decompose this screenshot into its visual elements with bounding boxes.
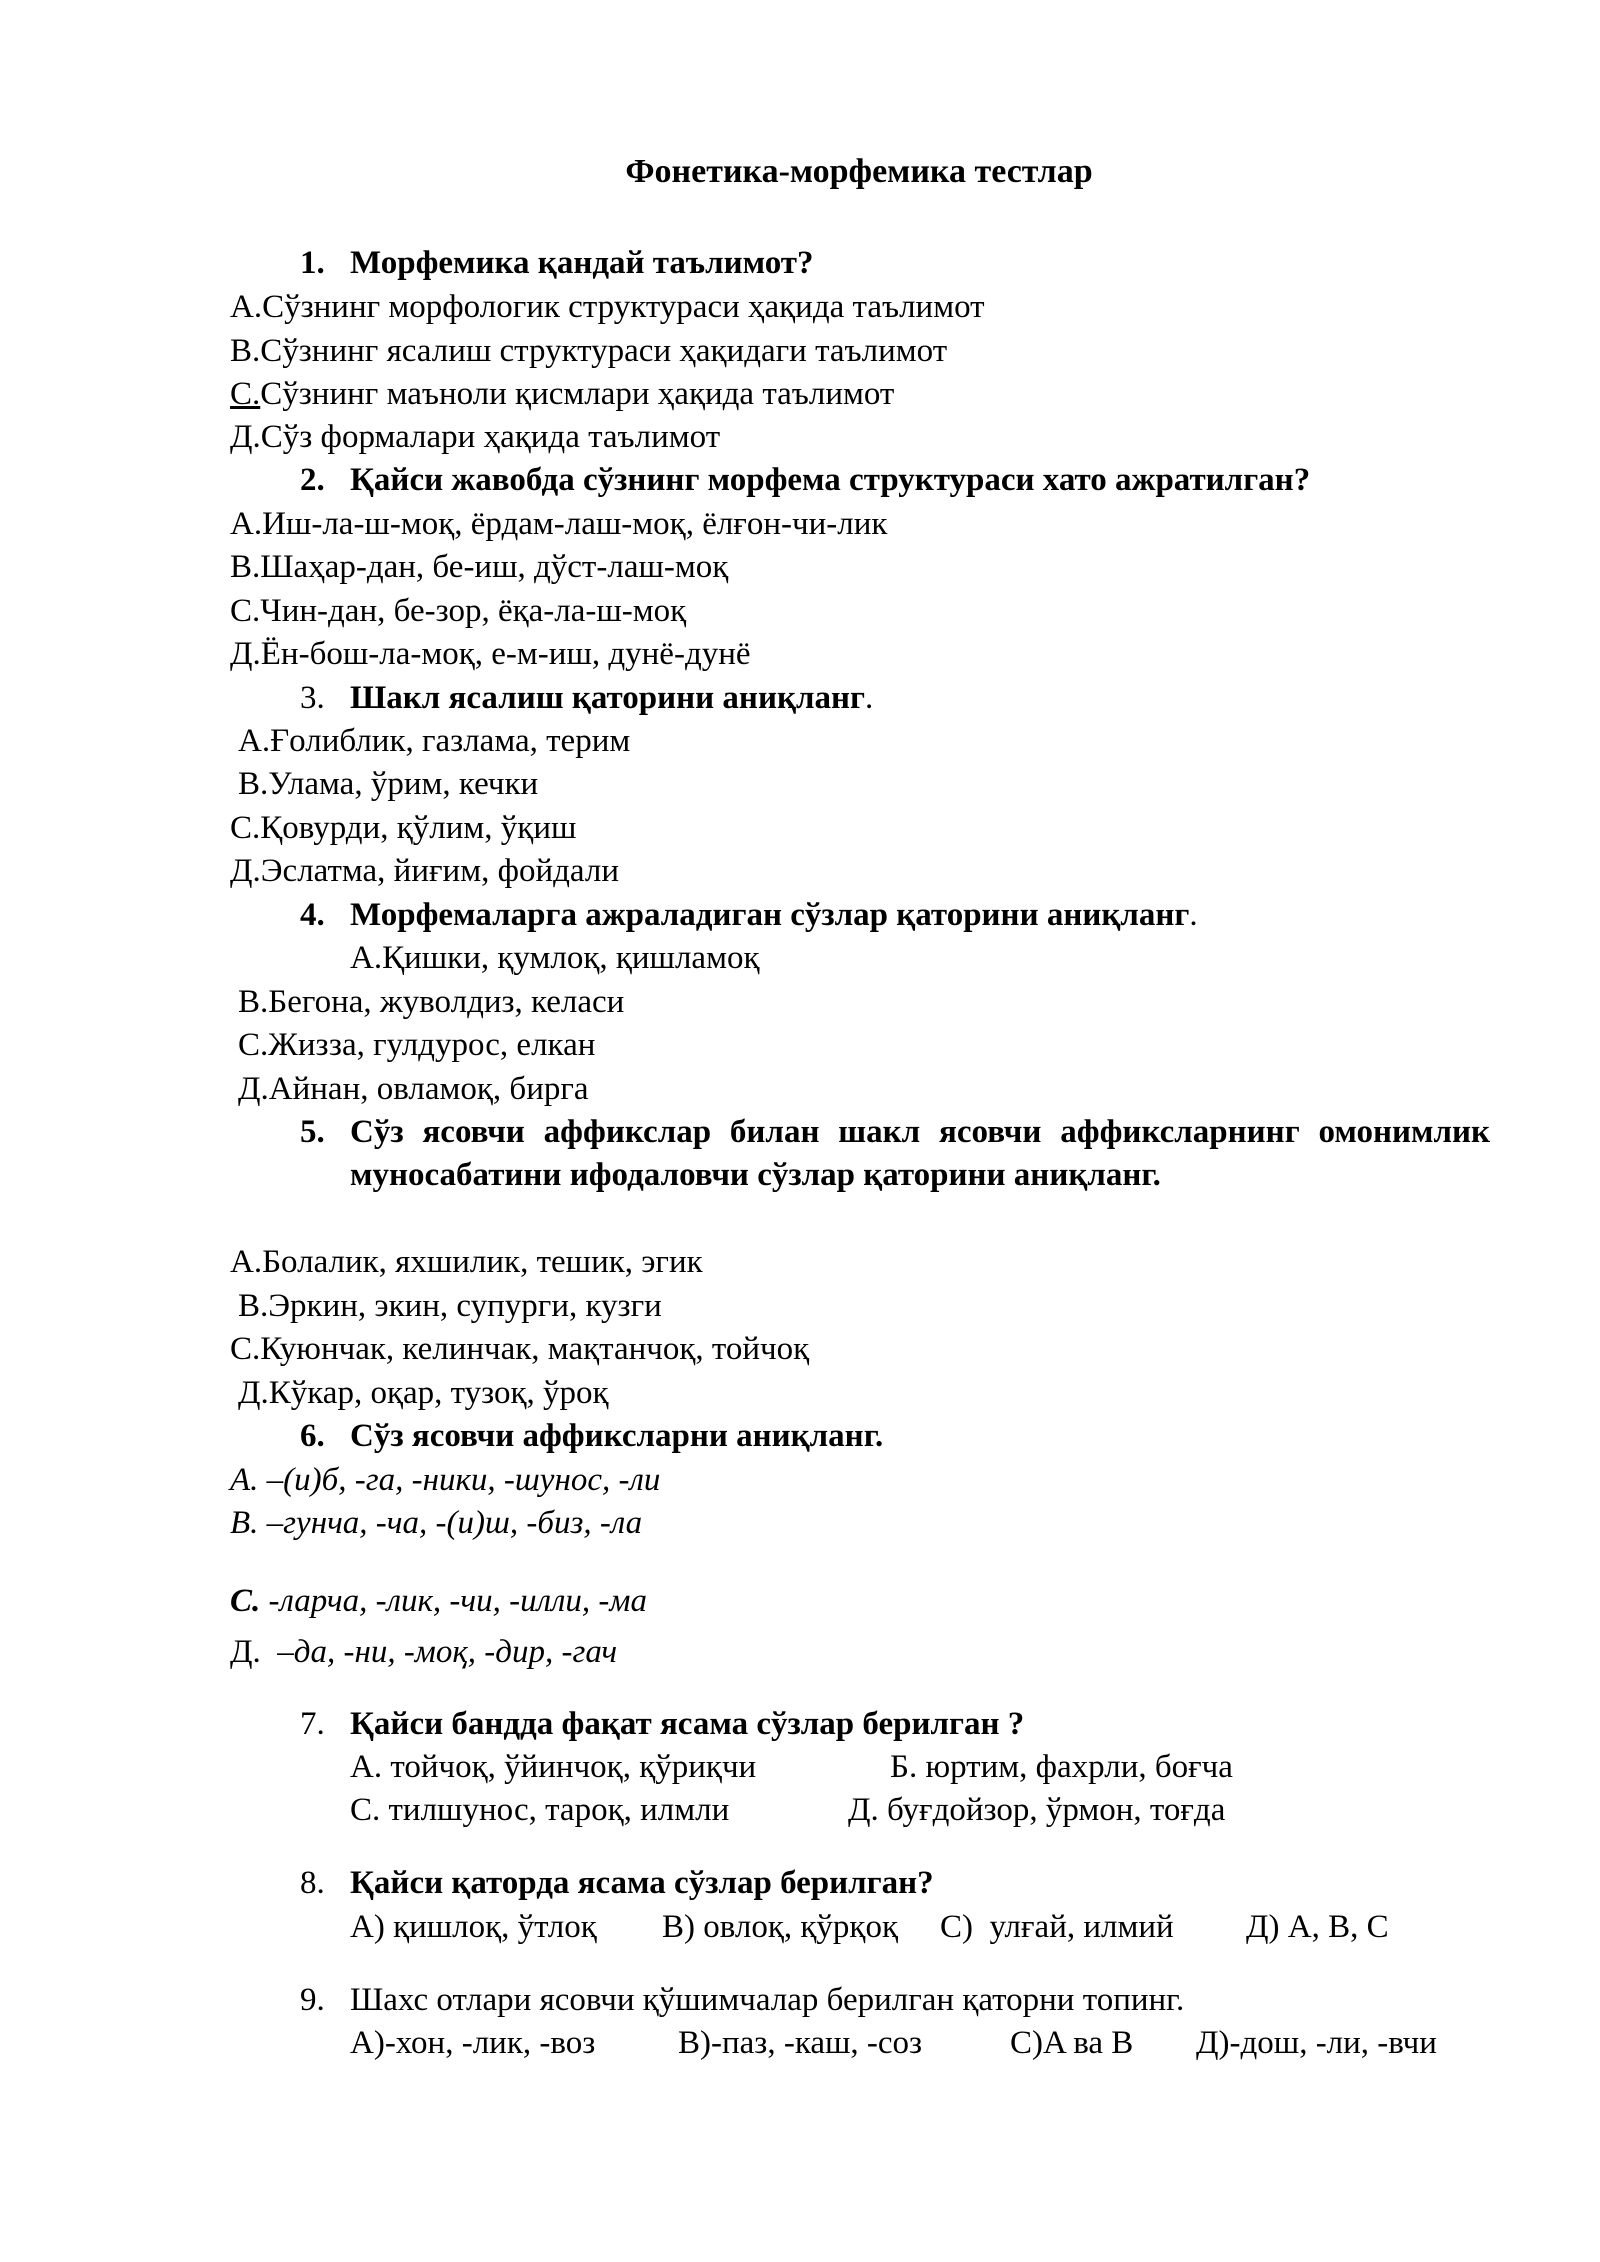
option-1d [230,416,720,459]
option-7c: C. тилшунос, тароқ, илмли [350,1792,730,1828]
question-number: 4. [300,897,325,933]
option-letter: A. [350,940,383,976]
option-text: Сўзнинг морфологик структураси ҳақида таълимот [262,289,985,325]
question-punctuation: . [1189,897,1198,933]
option-letter: Д. [230,636,261,672]
option-letter: B. [230,549,261,585]
option-text: Улама, ўрим, кечки [268,766,539,802]
option-1a [230,286,985,329]
option-text: Кўкар, оқар, тузоқ, ўроқ [268,1375,609,1411]
question-number: 5. [300,1114,325,1150]
question-number: 2. [300,462,325,498]
option-8a: A) қишлоқ, ўтлоқ [350,1909,597,1945]
option-letter: B. [230,333,261,369]
question-number: 7. [300,1706,325,1742]
option-text: –гунча, -ча, -(и)ш, -биз, -ла [258,1505,643,1541]
question-2 [300,459,1480,502]
option-9d: Д)-дош, -ли, -вчи [1196,2025,1437,2061]
options-row-9 [350,2022,1437,2065]
option-text: Куюнчак, келинчак, мақтанчоқ, тойчоқ [260,1331,810,1367]
question-text: Қайси жавобда сўзнинг морфема структураси хато ажратилган? [350,462,1311,498]
option-2d [230,633,751,676]
option-1b [230,330,947,373]
question-text: Сўз ясовчи аффикслар билан шакл ясовчи аффиксларнинг омонимлик муносабатини ифодаловчи сўзлар қаторини аниқланг. [350,1114,1490,1193]
option-text: Жизза, гулдурос, елкан [268,1027,596,1063]
option-text: Шаҳар-дан, бе-иш, дўст-лаш-моқ [260,549,729,585]
option-3a [238,720,630,763]
option-4c [238,1024,595,1067]
option-letter: Д. [230,853,261,889]
option-8b: B) овлоқ, қўрқоқ [662,1909,898,1945]
question-7 [300,1703,1480,1746]
options-row-7-2 [350,1789,1225,1832]
question-1 [300,242,1480,285]
option-text: Эркин, экин, супурги, кузги [268,1288,662,1324]
option-3d [230,850,619,893]
option-6c [230,1580,647,1623]
option-9a: A)-хон, -лик, -воз [350,2025,596,2061]
options-row-8 [350,1906,1389,1949]
option-text: Сўз формалари ҳақида таълимот [260,419,721,455]
question-text: Шакл ясалиш қаторини аниқланг [350,680,865,716]
option-letter: C. [230,593,261,629]
option-text: Бегона, жуволдиз, келаси [268,984,625,1020]
option-letter: Д. [238,1071,269,1107]
option-letter: Д. [230,1634,261,1670]
question-6 [300,1415,1480,1458]
question-text: Қайси бандда фақат ясама сўзлар берилган ? [350,1706,1025,1742]
option-text: Ён-бош-ла-моқ, е-м-иш, дунё-дунё [260,636,751,672]
option-5b [238,1285,662,1328]
option-5a [230,1241,703,1284]
option-text: Айнан, овламоқ, бирга [268,1071,589,1107]
option-7b: Б. юртим, фахрли, боғча [890,1749,1233,1785]
option-1c [230,373,894,416]
options-row-7-1 [350,1746,1233,1789]
option-letter: B. [238,984,269,1020]
option-text: Ғолиблик, газлама, терим [270,723,631,759]
option-letter: B. [238,1288,269,1324]
option-3c [230,807,576,850]
option-text: –да, -ни, -моқ, -дир, -гач [260,1634,618,1670]
question-number: 1. [300,245,325,281]
question-text: Морфемика қандай таълимот? [350,245,814,281]
option-4a [350,937,759,980]
option-letter: A. [238,723,271,759]
option-text: -ларча, -лик, -чи, -илли, -ма [260,1583,647,1619]
option-text: Қишки, қумлоқ, қишламоқ [382,940,760,976]
option-2b [230,546,728,589]
option-letter: B. [238,766,269,802]
option-text: Қовурди, қўлим, ўқиш [260,810,577,846]
option-text: Сўзнинг маъноли қисмлари ҳақида таълимот [260,376,895,412]
question-text: Морфемаларга ажраладиган сўзлар қаторини аниқланг [350,897,1190,933]
question-text: Сўз ясовчи аффиксларни аниқланг. [350,1418,884,1454]
option-text: Чин-дан, бе-зор, ёқа-ла-ш-моқ [260,593,687,629]
question-3 [300,677,1480,720]
option-8d: Д) A, B, C [1246,1909,1389,1945]
question-number: 8. [300,1865,325,1901]
page-title: Фонетика-морфемика тестлар [625,153,1093,190]
question-number: 6. [300,1418,325,1454]
option-9c: C)A ва B [1010,2025,1134,2061]
question-5 [300,1111,1490,1197]
option-text: Эслатма, йиғим, фойдали [260,853,619,889]
question-text: Шахс отлари ясовчи қўшимчалар берилган қаторни топинг. [350,1982,1185,2018]
option-4d [238,1068,589,1111]
question-8 [300,1862,1480,1905]
option-letter: C. [230,810,261,846]
option-6b [230,1502,642,1545]
option-letter: C. [238,1027,269,1063]
option-8c: C) улғай, илмий [940,1909,1174,1945]
option-letter: A. [230,1244,263,1280]
option-6d [230,1631,617,1674]
question-9 [300,1979,1480,2022]
option-letter: C. [230,1583,261,1619]
option-letter: B. [230,1505,259,1541]
option-7d: Д. буғдойзор, ўрмон, тоғда [848,1792,1226,1828]
question-number: 3. [300,680,325,716]
option-6a [230,1459,660,1502]
option-text: –(и)б, -га, -ники, -шунос, -ли [258,1462,661,1498]
option-2c [230,590,686,633]
option-5c [230,1328,809,1371]
option-letter: C. [230,1331,261,1367]
option-letter: Д. [230,419,261,455]
option-letter: A. [230,506,263,542]
option-4b [238,981,624,1024]
option-text: Иш-ла-ш-моқ, ёрдам-лаш-моқ, ёлғон-чи-лик [262,506,888,542]
option-text: Сўзнинг ясалиш структураси ҳақидаги таълимот [260,333,948,369]
option-letter: C. [230,376,261,412]
option-letter: A. [230,1462,259,1498]
option-7a: A. тойчоқ, ўйинчоқ, қўриқчи [350,1749,757,1785]
option-9b: B)-паз, -каш, -соз [678,2025,923,2061]
option-3b [238,763,538,806]
question-4 [300,894,1480,937]
question-punctuation: . [864,680,874,716]
question-text: Қайси қаторда ясама сўзлар берилган? [350,1865,934,1901]
option-letter: A. [230,289,263,325]
option-text: Болалик, яхшилик, тешик, эгик [262,1244,703,1280]
question-number: 9. [300,1982,325,2018]
option-letter: Д. [238,1375,269,1411]
option-5d [238,1372,609,1415]
option-2a [230,503,887,546]
